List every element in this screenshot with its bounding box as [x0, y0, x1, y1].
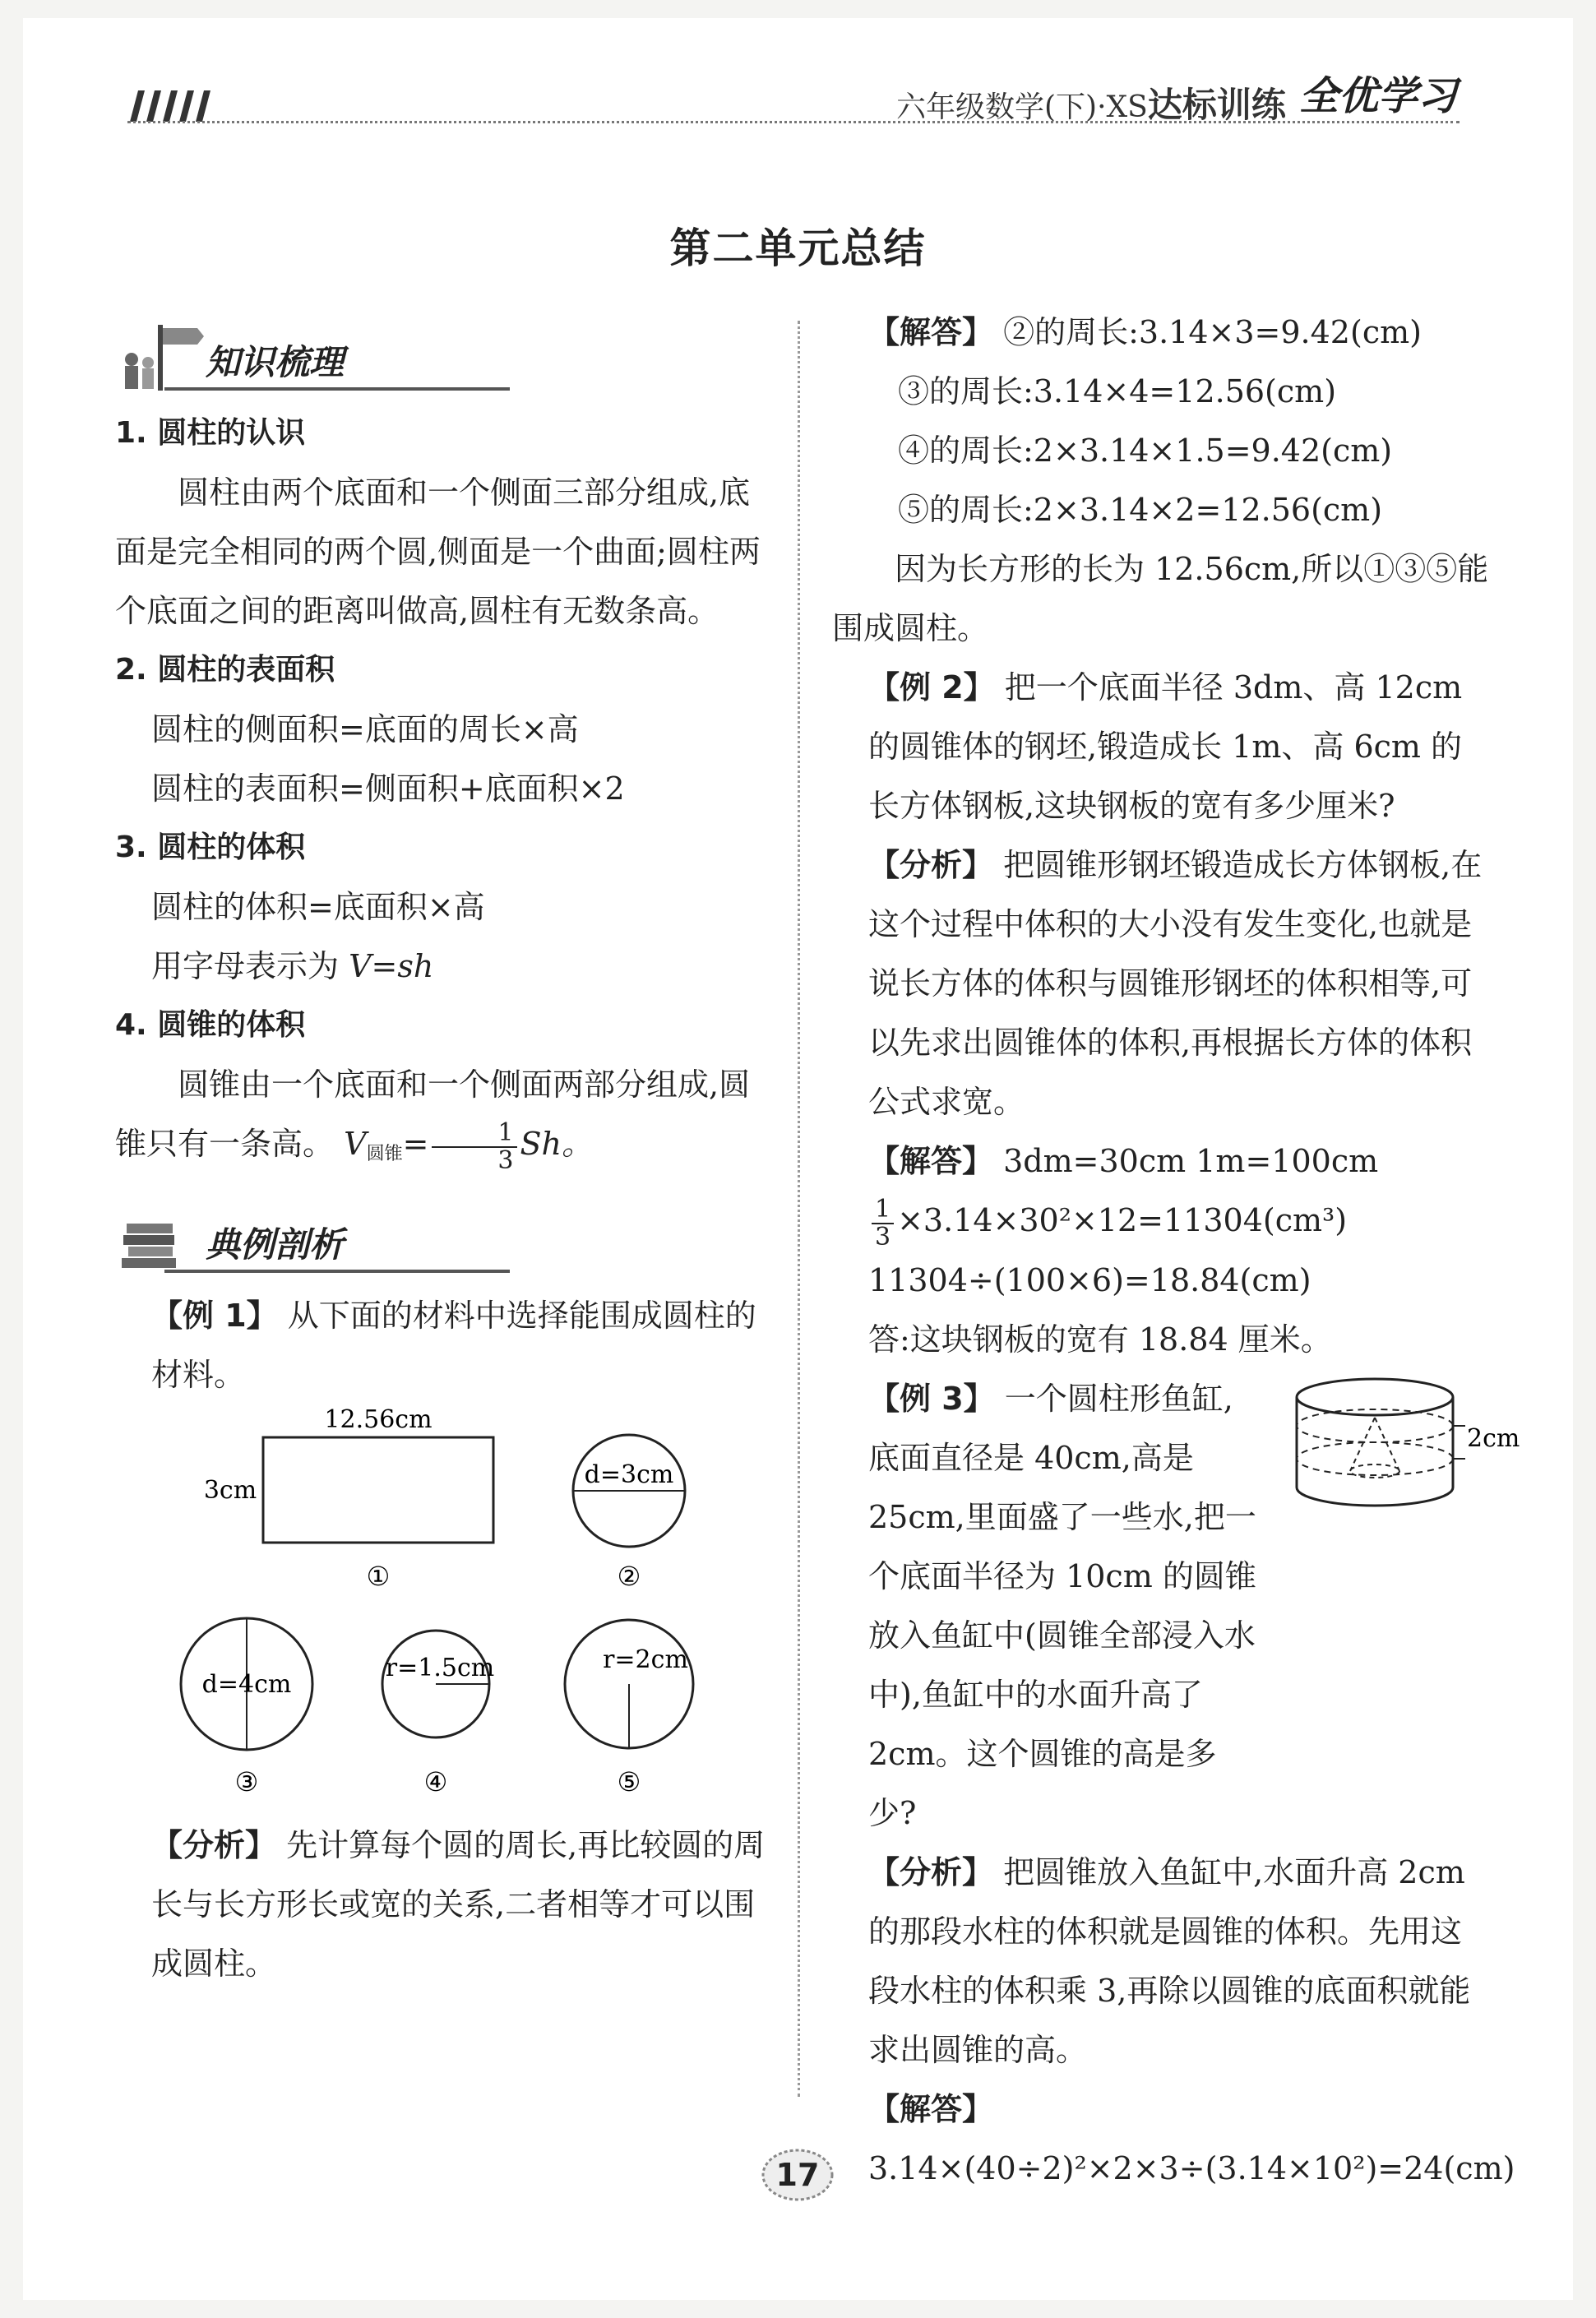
- ex3-answer-text: 3.14×(40÷2)²×2×3÷(3.14×10²)=24(cm): [868, 2149, 1515, 2186]
- k1-body: 圆柱由两个底面和一个侧面三部分组成,底面是完全相同的两个圆,侧面是一个曲面;圆柱两个底面之间的距离叫做高,圆柱有无数条高。: [115, 474, 761, 629]
- page-number: 17: [775, 2157, 820, 2193]
- ex2-answer-4: 答:这块钢板的宽有 18.84 厘米。: [868, 1321, 1332, 1358]
- ex1-figure: [115, 1404, 773, 1816]
- label-4: ④: [423, 1766, 448, 1797]
- logo: 全优学习: [1299, 73, 1458, 119]
- ex1-answer-4: ⑤的周长:2×3.14×2=12.56(cm): [898, 492, 1383, 528]
- k4-heading: 4. 圆锥的体积: [115, 1008, 306, 1042]
- k1-heading: 1. 圆柱的认识: [115, 416, 306, 450]
- section-title-knowledge: 知识梳理: [206, 342, 345, 382]
- ex2-answer-2: [832, 1191, 1490, 1251]
- ex1-text: 从下面的材料中选择能围成圆柱的材料。: [151, 1298, 756, 1393]
- section-title-examples: 典例剖析: [206, 1224, 345, 1265]
- ex1-answer-tag: 【解答】: [868, 314, 994, 350]
- right-column: [832, 303, 1520, 2198]
- label-2: ②: [617, 1561, 641, 1592]
- k2-line1: 圆柱的侧面积=底面的周长×高: [151, 711, 579, 747]
- header-title: [896, 78, 1286, 127]
- ex3-analysis: [832, 1843, 1490, 2080]
- books-icon: [115, 1199, 206, 1281]
- left-column: [115, 317, 773, 1993]
- ex2-a2: ×3.14×30²×12=11304(cm³): [897, 1202, 1348, 1238]
- section-underline: [164, 387, 510, 391]
- ex1-a1: ②的周长:3.14×3=9.42(cm): [1003, 314, 1422, 350]
- ex2-text: 把一个底面半径 3dm、高 12cm 的圆锥体的钢坯,锻造成长 1m、高 6cm 的长方体钢板,这块钢板的宽有多少厘米?: [868, 669, 1463, 824]
- k3-line1: 圆柱的体积=底面积×高: [151, 889, 485, 925]
- rectangle-shape: [263, 1437, 493, 1543]
- circle-4-label: r=1.5cm: [385, 1654, 495, 1682]
- rect-left-label: 3cm: [203, 1476, 257, 1505]
- ex1-tag: 【例 1】: [151, 1298, 278, 1334]
- column-divider: [798, 321, 800, 2097]
- ex1-analysis: [115, 1816, 773, 1993]
- section-banner-examples: [115, 1199, 773, 1281]
- k4-body: [115, 1055, 773, 1184]
- k3-heading: 3. 圆柱的体积: [115, 831, 306, 864]
- ex2-tag: 【例 2】: [868, 669, 995, 706]
- ex2-analysis-tag: 【分析】: [868, 847, 994, 883]
- ex3-tag: 【例 3】: [868, 1380, 995, 1417]
- k3-line2: [115, 937, 773, 996]
- k4-formula-v: V: [344, 1126, 367, 1162]
- ex1-answer-1: [832, 303, 1490, 362]
- ex1-answer-2: ③的周长:3.14×4=12.56(cm): [898, 373, 1337, 409]
- ex2-question: [832, 658, 1490, 835]
- k3-line2-text: 用字母表示为: [151, 948, 349, 984]
- ex1-answer-5: 因为长方形的长为 12.56cm,所以①③⑤能围成圆柱。: [832, 551, 1489, 646]
- page-title: 第二单元总结: [669, 224, 927, 272]
- ex3-answer-tag: 【解答】: [868, 2090, 994, 2127]
- header-stripes-icon: [123, 89, 214, 123]
- fish-tank-label: 2cm: [1467, 1423, 1520, 1453]
- header-brand: 达标训练: [1147, 85, 1286, 125]
- ex2-fraction: $\frac{1}{3}$: [872, 1196, 894, 1251]
- circle-3-label: d=4cm: [201, 1670, 292, 1699]
- k4-formula-sub: 圆锥: [366, 1144, 403, 1164]
- ex2-a1: 3dm=30cm 1m=100cm: [1003, 1143, 1379, 1179]
- ex1-analysis-tag: 【分析】: [151, 1827, 277, 1863]
- label-5: ⑤: [617, 1766, 641, 1797]
- k2-heading: 2. 圆柱的表面积: [115, 653, 335, 687]
- ex2-analysis-text: 把圆锥形钢坯锻造成长方体钢板,在这个过程中体积的大小没有发生变化,也就是说长方体的体积与圆锥形钢坯的体积相等,可以先求出圆锥体的体积,再根据长方体的体积公式求宽。: [868, 847, 1483, 1120]
- ex3-text: 一个圆柱形鱼缸,底面直径是 40cm,高是 25cm,里面盛了一些水,把一个底面半径为 10cm 的圆锥放入鱼缸中(圆锥全部浸入水中),鱼缸中的水面升高了 2cm。这个圆锥的高是多少?: [868, 1380, 1256, 1831]
- signpost-icon: [115, 317, 206, 399]
- header-grade: 六年级数学(下)·XS: [896, 90, 1148, 124]
- k4-body-text: 圆锥由一个底面和一个侧面两部分组成,圆锥只有一条高。: [115, 1066, 751, 1162]
- ex3-analysis-tag: 【分析】: [868, 1853, 994, 1890]
- label-3: ③: [234, 1766, 259, 1797]
- ex3-block: [832, 1369, 1520, 1843]
- ex1-answer-3: ④的周长:2×3.14×1.5=9.42(cm): [898, 433, 1393, 469]
- k4-formula-eq: =: [402, 1126, 429, 1162]
- ex3-analysis-text: 把圆锥放入鱼缸中,水面升高 2cm 的那段水柱的体积就是圆锥的体积。先用这段水柱的体积乘 3,再除以圆锥的底面积就能求出圆锥的高。: [868, 1853, 1471, 2068]
- ex2-answer-1: [832, 1131, 1490, 1191]
- ex2-analysis: [832, 835, 1490, 1131]
- k4-formula-tail: Sh。: [520, 1126, 594, 1162]
- ex1-analysis-text: 先计算每个圆的周长,再比较圆的周长与长方形长或宽的关系,二者相等才可以围成圆柱。: [151, 1827, 766, 1982]
- label-1: ①: [366, 1561, 391, 1592]
- k4-fraction: $\frac{1}{3}$: [432, 1120, 516, 1174]
- ex1-question: [115, 1286, 773, 1404]
- ex3-answer: [832, 2080, 1515, 2198]
- k3-formula: V=sh: [349, 948, 434, 984]
- fish-tank-figure: [1284, 1372, 1520, 1520]
- section-banner-knowledge: [115, 317, 773, 399]
- ex2-answer-tag: 【解答】: [868, 1143, 994, 1179]
- circle-2-label: d=3cm: [584, 1460, 674, 1489]
- k2-line2: 圆柱的表面积=侧面积+底面积×2: [151, 770, 625, 807]
- circle-5-label: r=2cm: [603, 1645, 688, 1674]
- section-underline: [164, 1270, 510, 1273]
- rect-top-label: 12.56cm: [324, 1405, 433, 1434]
- ex2-answer-3: 11304÷(100×6)=18.84(cm): [868, 1261, 1311, 1298]
